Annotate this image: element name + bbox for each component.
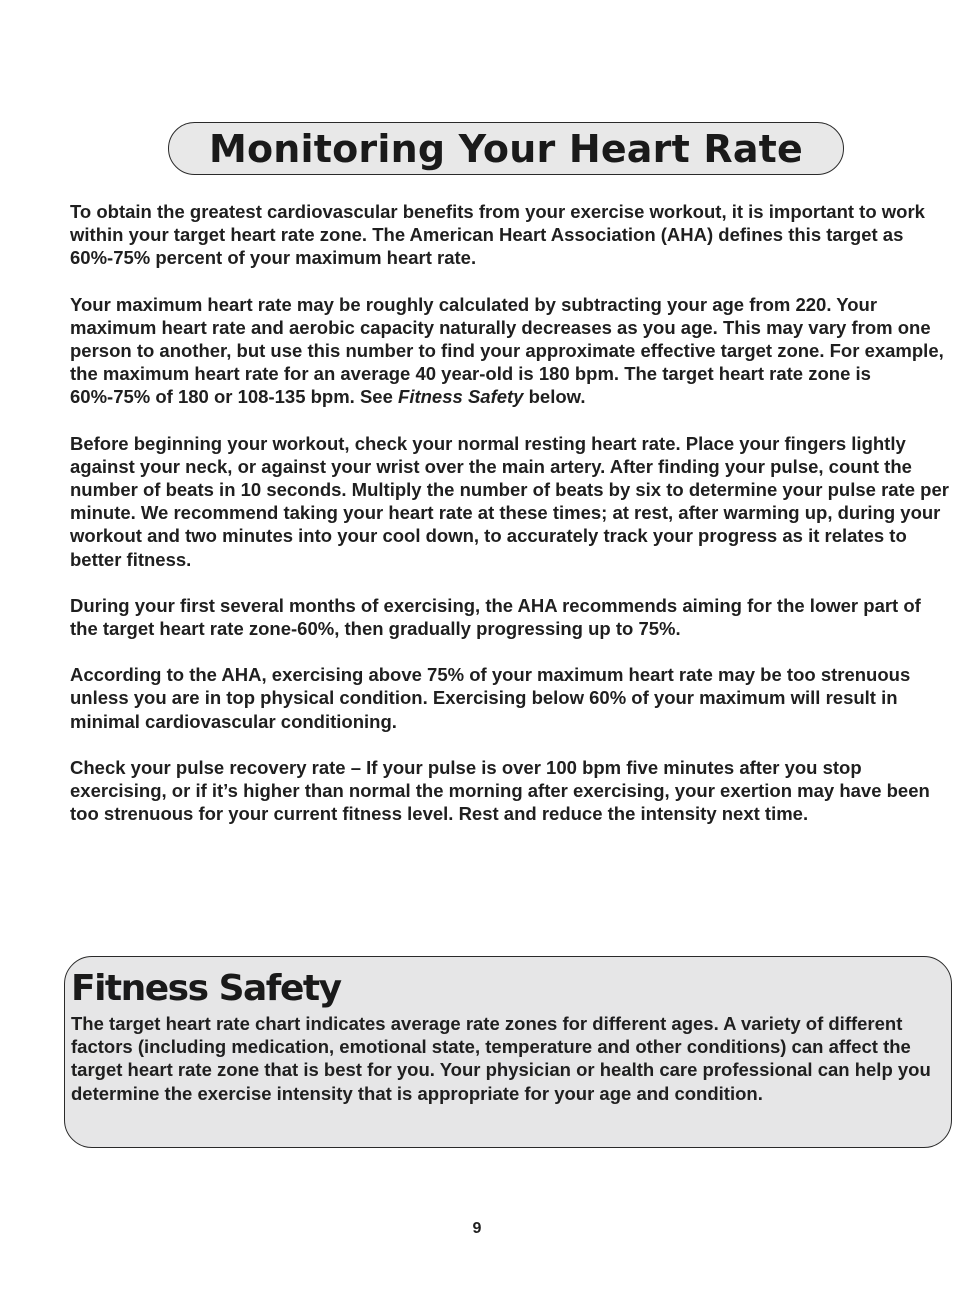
page-number: 9 [472,1220,482,1237]
paragraph-target-zone: To obtain the greatest cardiovascular benefits from your exercise workout, it is important to work within your target heart rate zone. The American Heart Association (AHA) defines this target as 60%-75% percent of your maximum heart rate. [70,201,925,269]
page-title-banner [168,122,844,175]
fitness-safety-text: The target heart rate chart indicates average rate zones for different ages. A variety of different factors (including medication, emotional state, temperature and other conditions) can affect the target heart rate zone that is best for you. Your physician or health care professional can help you determine the exercise intensity that is appropriate for your age and condition. [71,1013,931,1104]
paragraph-max-heart-rate [70,293,952,409]
paragraph-recovery-rate: Check your pulse recovery rate – If your pulse is over 100 bpm five minutes after you stop exercising, or if it’s higher than normal the morning after exercising, your exertion may have been too strenuous for your current fitness level. Rest and reduce the intensity next time. [70,756,930,825]
fitness-safety-box [64,956,952,1148]
page-title: Monitoring Your Heart Rate [208,126,804,171]
paragraph-resting-rate: Before beginning your workout, check your normal resting heart rate. Place your fingers lightly against your neck, or against your wrist over the main artery. After finding your pulse, count the number of beats in 10 seconds. Multiply the number of beats by six to determine your pulse rate per minute. We recommend taking your heart rate at these times; at rest, after warming up, during your workout and two minutes into your cool down, to accurately track your progress as it relates to better fitness. [70,432,949,570]
fitness-safety-title: Fitness Safety [71,968,341,1009]
fitness-safety-reference: Fitness Safety [398,386,524,408]
paragraph-max-heart-rate-text: Your maximum heart rate may be roughly calculated by subtracting your age from 220. Your maximum heart rate and aerobic capacity naturally decreases as you age. This may vary from one person to another, but use this number to find your approximate effective target zone. For example, the maximum heart rate for an average 40 year-old is 180 bpm. The target heart rate zone is 60%-75% of 180 or 108-135 bpm. See [70,293,944,408]
paragraph-max-heart-rate-tail: below. [523,386,586,408]
paragraph-above-75: According to the AHA, exercising above 75% of your maximum heart rate may be too strenuous unless you are in top physical condition. Exercising below 60% of your maximum will result in minimal cardiovascular conditioning. [70,664,911,732]
paragraph-first-months: During your first several months of exercising, the AHA recommends aiming for the lower part of the target heart rate zone-60%, then gradually progressing up to 75%. [70,594,921,640]
main-content [70,200,952,848]
